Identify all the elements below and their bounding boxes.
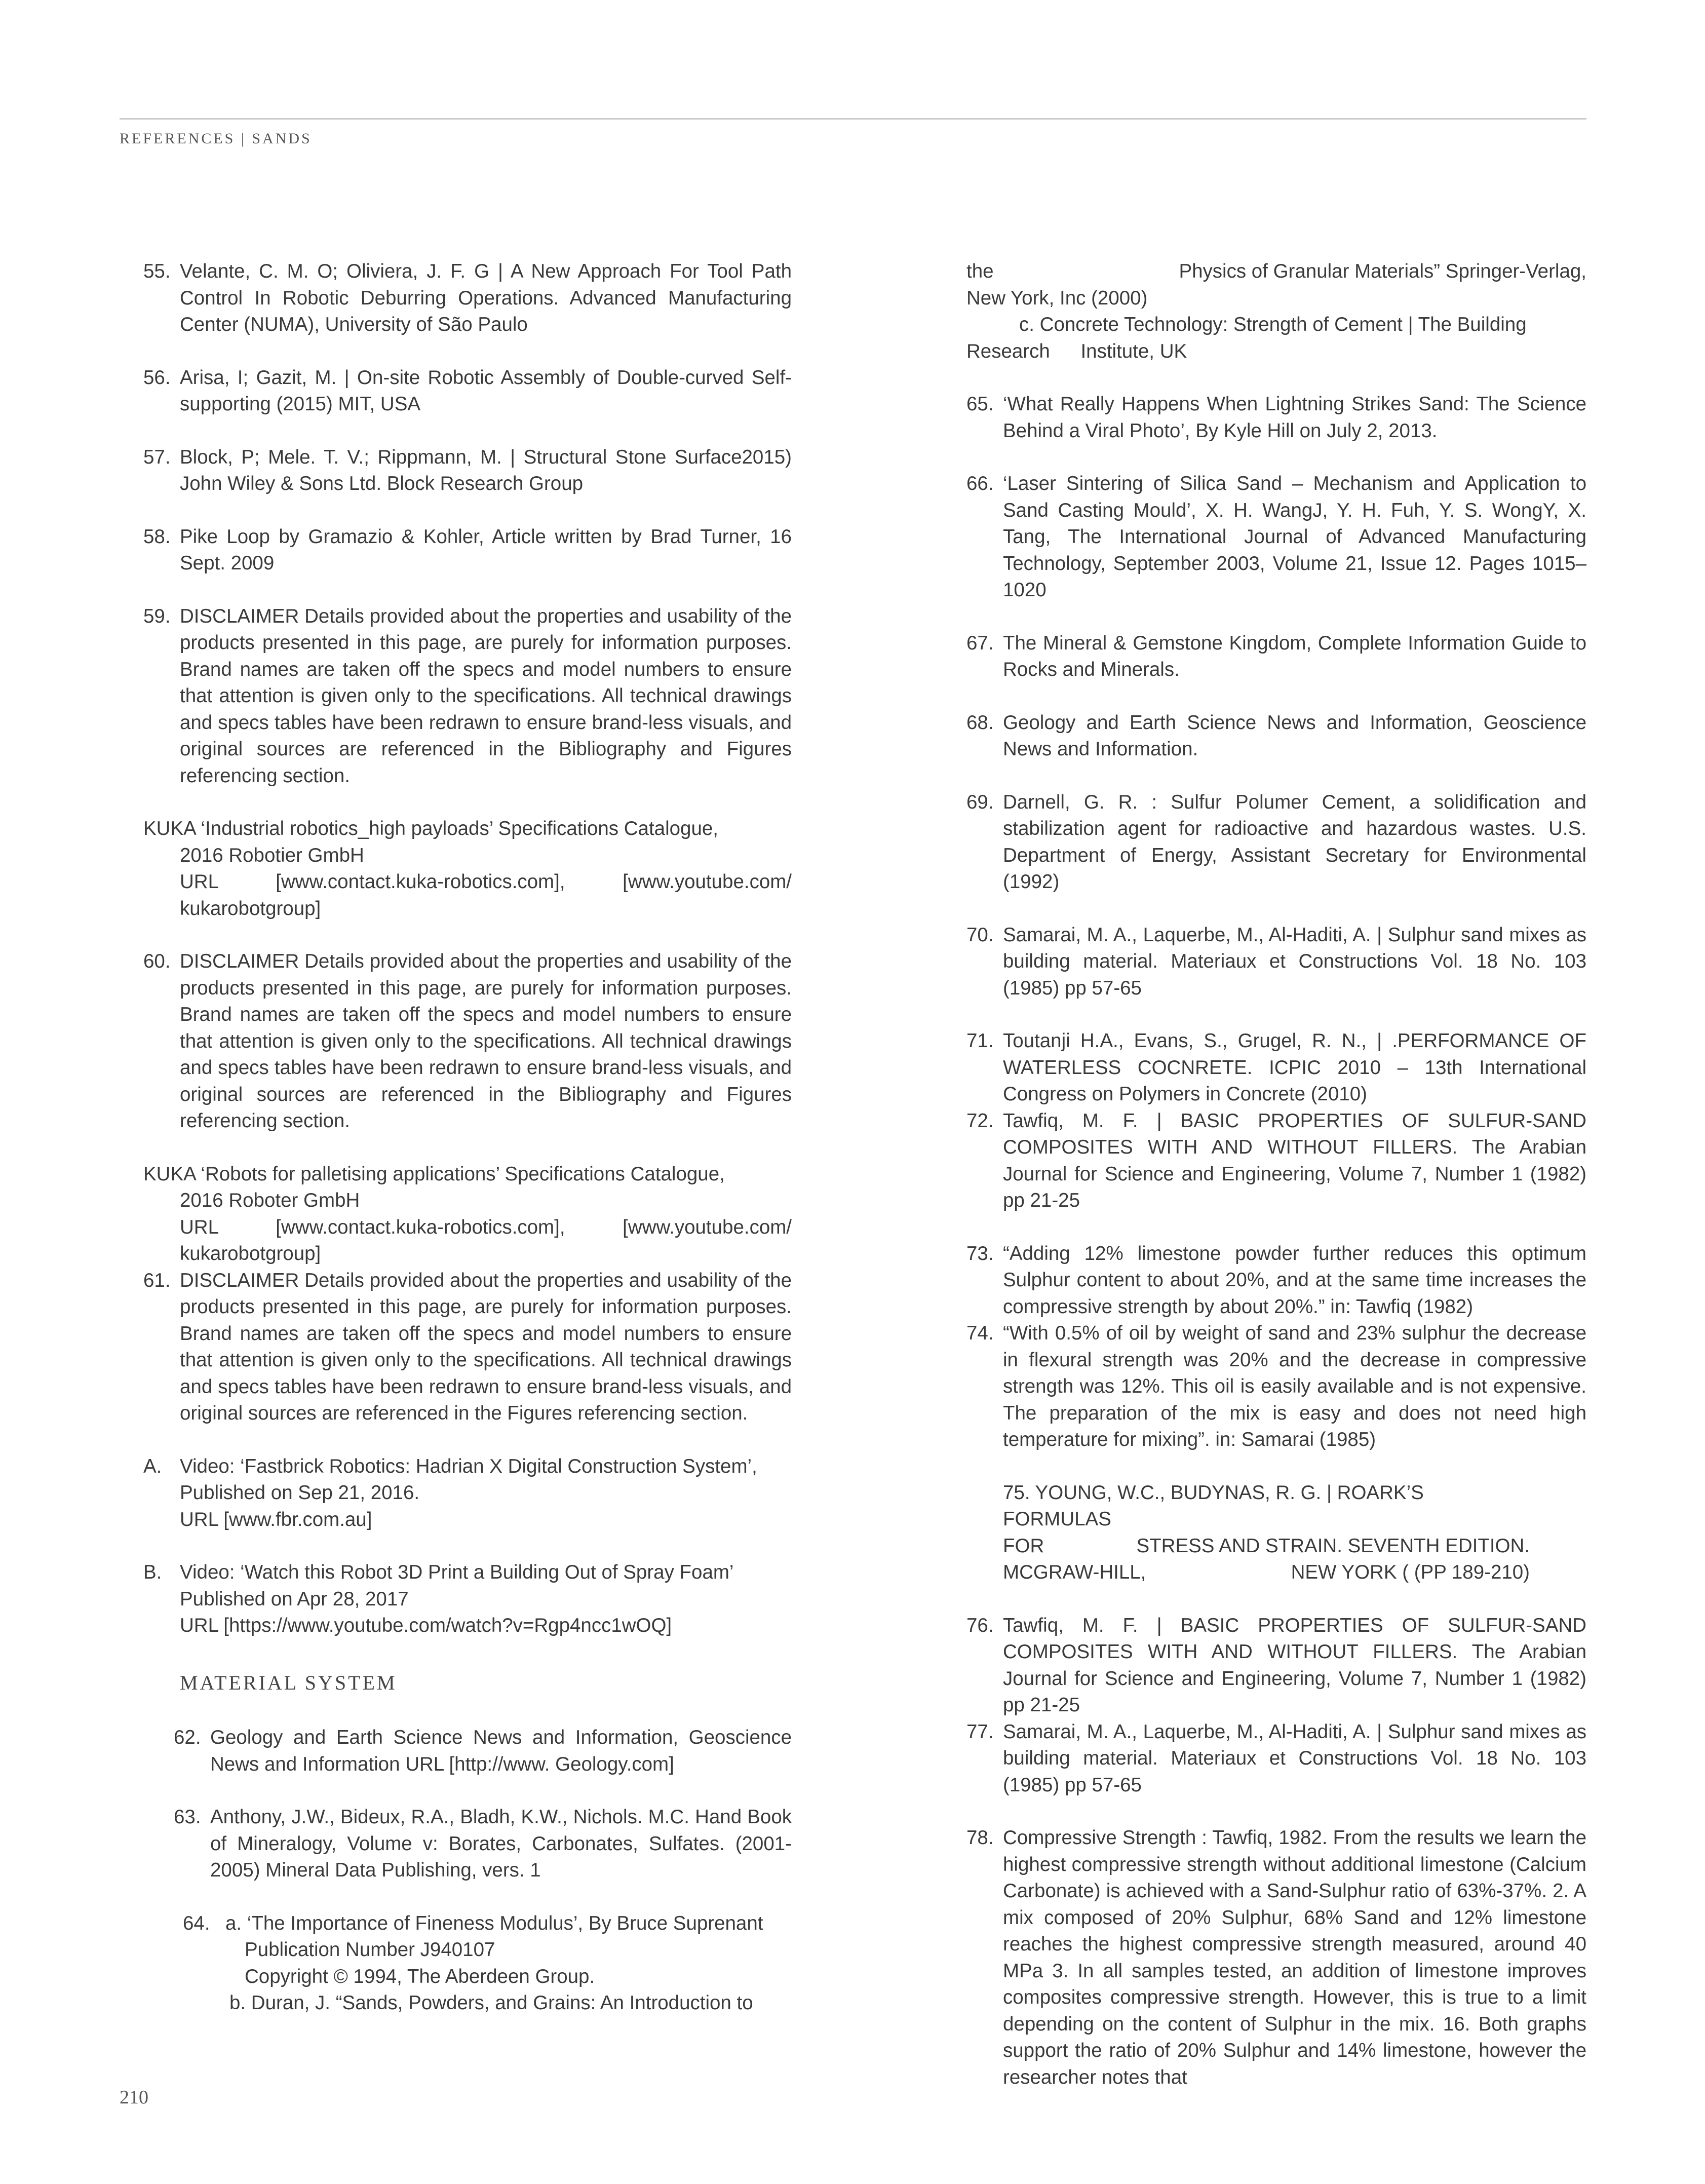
continuation-publisher: New York, Inc (2000) <box>966 287 1148 309</box>
reference-text: ‘What Really Happens When Lightning Strikes Sand: The Science Behind a Viral Photo’, By Kyle Hill on July 2, 2013. <box>1003 393 1586 442</box>
reference-number: 76. <box>966 1614 994 1636</box>
kuka-title: KUKA ‘Industrial robotics_high payloads’ Specifications Catalogue, <box>143 818 718 839</box>
ref-64-b-title: b. Duran, J. “Sands, Powders, and Grains: An Introduction to <box>229 1992 753 2014</box>
reference-62 <box>174 1725 792 1778</box>
reference-56 <box>143 365 792 418</box>
reference-text: The Mineral & Gemstone Kingdom, Complete Information Guide to Rocks and Minerals. <box>1003 632 1586 680</box>
reference-number: 72. <box>966 1109 994 1132</box>
ref-75-word: MCGRAW-HILL, <box>1003 1561 1146 1583</box>
reference-text: Samarai, M. A., Laquerbe, M., Al-Haditi, A. | Sulphur sand mixes as building material. Materiaux et Constructions Vol. 18 No. 103 (1985) pp 57-65 <box>1003 924 1586 999</box>
reference-text: ‘Laser Sintering of Silica Sand – Mechanism and Application to Sand Casting Mould’, X. H. WangJ, Y. H. Fuh, Y. S. WongY, X. Tang, The International Journal of Advanced Manufacturing Technology, September 2003, Volume 21, Issue 12. Pages 1015–1020 <box>1003 473 1586 601</box>
reference-number: A. <box>143 1455 162 1477</box>
ref-75-line <box>1003 1559 1530 1586</box>
reference-text: Velante, C. M. O; Oliviera, J. F. G | A New Approach For Tool Path Control In Robotic Deburring Operations. Advanced Manufacturing Center (NUMA), University of São Paulo <box>180 260 792 335</box>
reference-text: Toutanji H.A., Evans, S., Grugel, R. N., | .PERFORMANCE OF WATERLESS COCNRETE. ICPIC 2010 – 13th International Congress on Polymers in Concrete (2010) <box>1003 1030 1586 1105</box>
reference-text: “With 0.5% of oil by weight of sand and 23% sulphur the decrease in flexural strength was 20% and the decrease in compressive strength was 12%. This oil is easily available and is not expensive. The preparation of the mix is easy and does not need high temperature for mixing”. in: Samarai (1985) <box>1003 1322 1586 1450</box>
material-references <box>143 1725 792 2017</box>
reference-number: 74. <box>966 1322 994 1344</box>
reference-text: Arisa, I; Gazit, M. | On-site Robotic Assembly of Double-curved Self-supporting (2015) MIT, USA <box>180 366 792 415</box>
reference-70 <box>966 922 1586 1002</box>
kuka-title: KUKA ‘Robots for palletising applications’ Specifications Catalogue, <box>143 1163 725 1185</box>
reference-73 <box>966 1241 1586 1321</box>
video-title: Video: ‘Fastbrick Robotics: Hadrian X Digital Construction System’, <box>180 1455 757 1477</box>
reference-78 <box>966 1825 1586 2091</box>
video-date: Published on Apr 28, 2017 <box>180 1588 409 1610</box>
ref-75-line: 75. YOUNG, W.C., BUDYNAS, R. G. | ROARK’S FORMULAS <box>1003 1481 1424 1530</box>
reference-74 <box>966 1320 1586 1453</box>
video-url: URL [www.fbr.com.au] <box>180 1508 372 1530</box>
reference-video-b <box>143 1559 792 1639</box>
reference-76 <box>966 1613 1586 1719</box>
reference-number: 55. <box>143 260 171 282</box>
reference-57 <box>143 444 792 497</box>
reference-69 <box>966 789 1586 896</box>
reference-number: 64. <box>183 1912 210 1934</box>
continuation-word: the <box>966 260 994 282</box>
reference-body <box>180 1453 792 1534</box>
continuation-item-c: c. Concrete Technology: Strength of Cement | The Building <box>1019 314 1527 335</box>
reference-number: 70. <box>966 924 994 946</box>
reference-text: Samarai, M. A., Laquerbe, M., Al-Haditi, A. | Sulphur sand mixes as building material. Materiaux et Constructions Vol. 18 No. 103 (1985) pp 57-65 <box>1003 1720 1586 1796</box>
kuka-publisher: 2016 Robotier GmbH <box>180 844 364 866</box>
reference-video-a <box>143 1453 792 1534</box>
reference-75 <box>966 1480 1530 1586</box>
video-date: Published on Sep 21, 2016. <box>180 1482 420 1504</box>
reference-72 <box>966 1108 1586 1214</box>
reference-text: Pike Loop by Gramazio & Kohler, Article written by Brad Turner, 16 Sept. 2009 <box>180 525 792 574</box>
reference-number: 56. <box>143 366 171 389</box>
running-head: REFERENCES | SANDS <box>120 130 312 147</box>
reference-number: 57. <box>143 446 171 468</box>
reference-body <box>180 1559 792 1639</box>
reference-77 <box>966 1719 1586 1799</box>
continuation-word: Research <box>966 340 1050 362</box>
reference-number: 69. <box>966 791 994 813</box>
ref-75-text: STRESS AND STRAIN. SEVENTH EDITION. <box>1136 1535 1530 1557</box>
right-column <box>966 258 1586 2117</box>
ref-75-line <box>1003 1533 1530 1560</box>
reference-66 <box>966 471 1586 604</box>
ref-64-a-publication: Publication Number J940107 <box>245 1939 495 1961</box>
reference-number: 59. <box>143 605 171 627</box>
reference-text: “Adding 12% limestone powder further reduces this optimum Sulphur content to about 20%, and at the same time increases the compressive strength by about 20%.” in: Tawfiq (1982) <box>1003 1242 1586 1318</box>
continuation-line <box>966 258 1586 285</box>
reference-61 <box>143 1268 792 1427</box>
reference-text: Anthony, J.W., Bideux, R.A., Bladh, K.W., Nichols. M.C. Hand Book of Mineralogy, Volume v: Borates, Carbonates, Sulfates. (2001-2005) Mineral Data Publishing, vers. 1 <box>210 1806 792 1881</box>
reference-67 <box>966 630 1586 683</box>
reference-number: 63. <box>174 1806 201 1828</box>
reference-65 <box>966 391 1586 444</box>
reference-text: Tawfiq, M. F. | BASIC PROPERTIES OF SULFUR-SAND COMPOSITES WITH AND WITHOUT FILLERS. The Arabian Journal for Science and Engineering, Volume 7, Number 1 (1982) pp 21-25 <box>1003 1614 1586 1716</box>
reference-number: 77. <box>966 1720 994 1743</box>
reference-60 <box>143 948 792 1135</box>
reference-text: Compressive Strength : Tawfiq, 1982. From the results we learn the highest compressive strength without additional limestone (Calcium Carbonate) is achieved with a Sand-Sulphur ratio of 63%-37%. 2. A mix composed of 20% Sulphur, 68% Sand and 12% limestone reaches the highest compressive strength measured, around 40 MPa 3. In all samples tested, an addition of limestone improves composites compressive strength. However, this is true to a limit depending on the content of Sulphur in the mix. 16. Both graphs support the ratio of 20% Sulphur and 14% limestone, however the researcher notes that <box>1003 1827 1586 2088</box>
continuation-text: Institute, UK <box>1080 340 1187 362</box>
reference-number: 60. <box>143 950 171 972</box>
continuation-line <box>966 338 1586 365</box>
reference-68 <box>966 710 1586 763</box>
reference-text: Geology and Earth Science News and Information, Geoscience News and Information. <box>1003 711 1586 760</box>
reference-text: Geology and Earth Science News and Information, Geoscience News and Information URL [http://www. Geology.com] <box>210 1727 792 1775</box>
ref-64-a-title: a. ‘The Importance of Fineness Modulus’, By Bruce Suprenant <box>225 1912 763 1934</box>
reference-body <box>225 1910 792 2017</box>
reference-number: 65. <box>966 393 994 415</box>
reference-text: DISCLAIMER Details provided about the properties and usability of the products presented in this page, are purely for information purposes. Brand names are taken off the specs and model numbers to ensure that attention is given only to the specifications. All technical drawings and specs tables have been redrawn to ensure brand-less visuals, and original sources are referenced in the Figures referencing section. <box>180 1269 792 1424</box>
reference-71 <box>966 1028 1586 1108</box>
reference-text: DISCLAIMER Details provided about the properties and usability of the products presented in this page, are purely for information purposes. Brand names are taken off the specs and model numbers to ensure that attention is given only to the specifications. All technical drawings and specs tables have been redrawn to ensure brand-less visuals, and original sources are referenced in the Bibliography and Figures referencing section. <box>180 605 792 787</box>
reference-64-continuation <box>966 258 1586 365</box>
reference-text: Darnell, G. R. : Sulfur Polumer Cement, a solidification and stabilization agent for radioactive and hazardous wastes. U.S. Department of Energy, Assistant Secretary for Environmental (1992) <box>1003 791 1586 893</box>
kuka-catalogue-2 <box>143 1161 797 1268</box>
reference-number: 67. <box>966 632 994 654</box>
reference-number: 68. <box>966 711 994 734</box>
ref-75-text: NEW YORK ( (PP 189-210) <box>1291 1561 1530 1583</box>
ref-64-a-copyright: Copyright © 1994, The Aberdeen Group. <box>245 1965 595 1987</box>
reference-text: Tawfiq, M. F. | BASIC PROPERTIES OF SULFUR-SAND COMPOSITES WITH AND WITHOUT FILLERS. The Arabian Journal for Science and Engineering, Volume 7, Number 1 (1982) pp 21-25 <box>1003 1109 1586 1211</box>
video-url: URL [https://www.youtube.com/watch?v=Rgp4ncc1wOQ] <box>180 1615 672 1636</box>
reference-number: 62. <box>174 1727 201 1748</box>
page-number: 210 <box>120 2087 148 2108</box>
reference-number: 66. <box>966 473 994 494</box>
reference-number: B. <box>143 1561 162 1583</box>
kuka-url: URL [www.contact.kuka-robotics.com], [www.youtube.com/ kukarobotgroup] <box>180 871 797 919</box>
header-rule <box>120 118 1586 120</box>
reference-text: DISCLAIMER Details provided about the properties and usability of the products presented in this page, are purely for information purposes. Brand names are taken off the specs and model numbers to ensure that attention is given only to the specifications. All technical drawings and specs tables have been redrawn to ensure brand-less visuals, and original sources are referenced in the Bibliography and Figures referencing section. <box>180 950 792 1132</box>
continuation-text: Physics of Granular Materials” Springer-Verlag, <box>1179 260 1586 282</box>
reference-number: 71. <box>966 1030 994 1052</box>
reference-64 <box>174 1910 792 2017</box>
video-title: Video: ‘Watch this Robot 3D Print a Building Out of Spray Foam’ <box>180 1561 734 1583</box>
reference-number: 78. <box>966 1827 994 1849</box>
reference-63 <box>174 1804 792 1884</box>
kuka-catalogue-1 <box>143 816 797 922</box>
kuka-url: URL [www.contact.kuka-robotics.com], [www.youtube.com/ kukarobotgroup] <box>180 1216 797 1265</box>
left-column <box>143 258 797 2043</box>
ref-75-word: FOR <box>1003 1535 1044 1557</box>
reference-text: Block, P; Mele. T. V.; Rippmann, M. | Structural Stone Surface2015) John Wiley & Sons Ltd. Block Research Group <box>180 446 792 494</box>
section-heading: MATERIAL SYSTEM <box>180 1671 397 1694</box>
kuka-publisher: 2016 Roboter GmbH <box>180 1190 360 1211</box>
reference-number: 61. <box>143 1269 171 1291</box>
reference-58 <box>143 524 792 577</box>
reference-59 <box>143 603 792 790</box>
reference-number: 73. <box>966 1242 994 1265</box>
reference-number: 58. <box>143 525 171 548</box>
reference-55 <box>143 258 792 338</box>
